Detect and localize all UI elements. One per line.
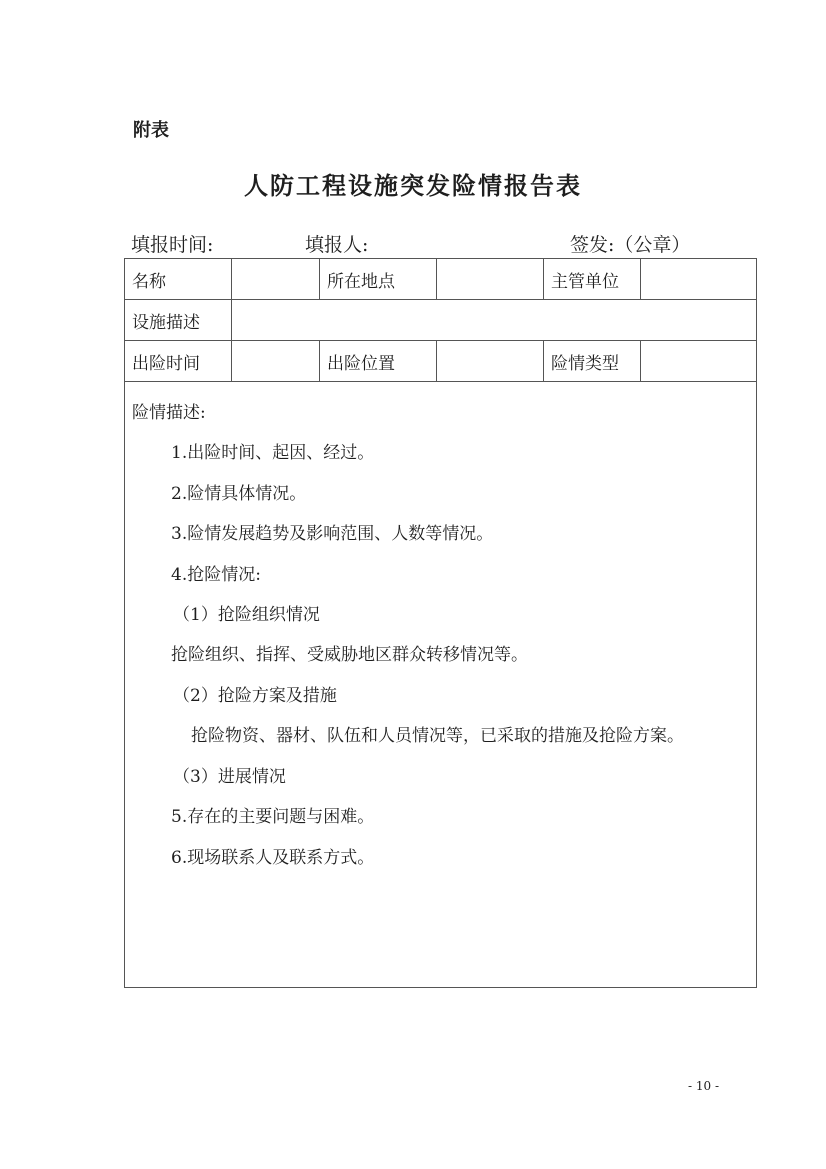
fill-reporter-label: 填报人:: [305, 234, 369, 256]
list-item: 3.险情发展趋势及影响范围、人数等情况。: [171, 524, 494, 544]
page-title: 人防工程设施突发险情报告表: [244, 172, 582, 200]
unit-label: 主管单位: [544, 259, 641, 300]
location-label: 所在地点: [320, 259, 437, 300]
list-item: 6.现场联系人及联系方式。: [171, 848, 375, 868]
page-number: - 10 -: [688, 1079, 720, 1093]
hazard-description-cell[interactable]: [125, 382, 757, 988]
list-item: 4.抢险情况:: [171, 565, 261, 585]
facility-desc-field[interactable]: [232, 300, 757, 341]
unit-field[interactable]: [641, 259, 757, 300]
name-label: 名称: [125, 259, 232, 300]
incident-time-field[interactable]: [232, 341, 320, 382]
appendix-label: 附表: [133, 120, 169, 141]
list-item: 5.存在的主要问题与困难。: [171, 807, 375, 827]
hazard-type-field[interactable]: [641, 341, 757, 382]
list-item: 1.出险时间、起因、经过。: [171, 443, 375, 463]
list-item: （1）抢险组织情况: [173, 605, 320, 625]
list-item: （2）抢险方案及措施: [173, 686, 337, 706]
incident-position-field[interactable]: [437, 341, 544, 382]
table-row: [125, 341, 757, 382]
sign-seal-label: 签发:（公章）: [570, 234, 691, 256]
incident-time-label: 出险时间: [125, 341, 232, 382]
list-item: 2.险情具体情况。: [171, 484, 307, 504]
list-item: 抢险组织、指挥、受威胁地区群众转移情况等。: [171, 645, 528, 665]
hazard-description-heading: 险情描述:: [132, 403, 206, 423]
list-item: （3）进展情况: [173, 767, 286, 787]
name-field[interactable]: [232, 259, 320, 300]
table-row: [125, 382, 757, 988]
fill-time-label: 填报时间:: [131, 234, 214, 256]
hazard-type-label: 险情类型: [544, 341, 641, 382]
incident-position-label: 出险位置: [320, 341, 437, 382]
table-row: [125, 259, 757, 300]
table-row: [125, 300, 757, 341]
location-field[interactable]: [437, 259, 544, 300]
facility-desc-label: 设施描述: [125, 300, 232, 341]
report-table: [124, 258, 757, 988]
list-item: 抢险物资、器材、队伍和人员情况等，已采取的措施及抢险方案。: [191, 726, 684, 746]
